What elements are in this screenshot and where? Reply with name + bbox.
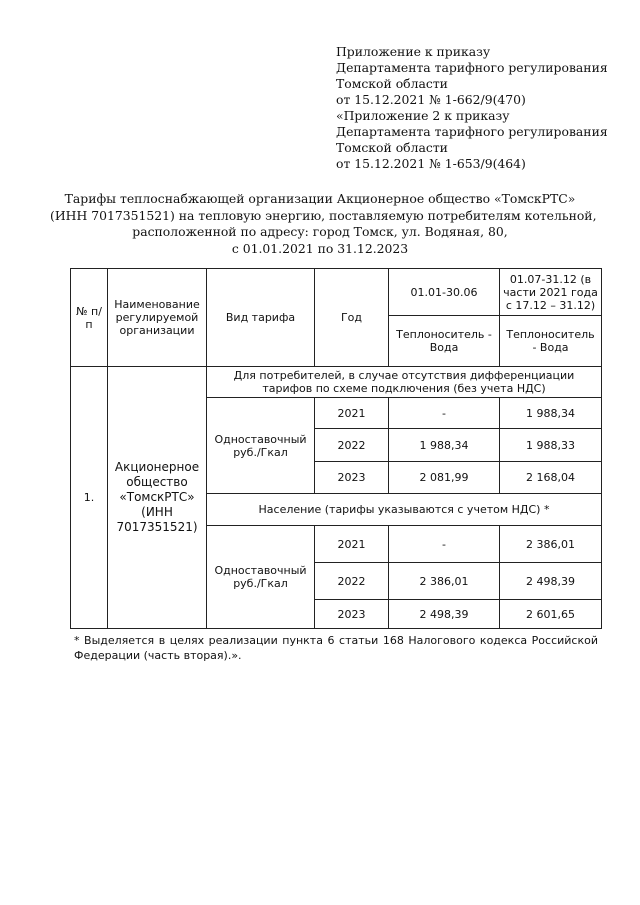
value-cell: 2 386,01 [500,526,602,563]
value-cell: 2 386,01 [389,563,500,600]
year-cell: 2021 [315,398,389,429]
appendix-line: Приложение к приказу [336,44,491,59]
tariff-type-cell: Одноставочный руб./Гкал [207,398,315,494]
value-cell: - [389,526,500,563]
title-line: (ИНН 7017351521) на тепловую энергию, поставляемую потребителям котельной, [50,207,597,223]
tariff-type-cell: Одноставочный руб./Гкал [207,526,315,629]
value-cell: 1 988,34 [500,398,602,429]
appendix-block [336,44,626,172]
header-tariff-type: Вид тарифа [207,269,315,367]
appendix-line: от 15.12.2021 № 1-653/9(464) [336,156,526,171]
tariff-table [70,268,602,629]
value-cell: 2 168,04 [500,462,602,494]
header-num: № п/п [71,269,108,367]
value-cell: 2 498,39 [389,600,500,629]
header-carrier-1: Теплоноситель - Вода [389,316,500,367]
year-cell: 2022 [315,563,389,600]
footnote: * Выделяется в целях реализации пункта 6 статьи 168 Налогового кодекса Российской Федерации (часть вторая).». [74,634,598,662]
header-carrier-2: Теплоноситель - Вода [500,316,602,367]
header-period-2: 01.07-31.12 (в части 2021 года с 17.12 – 31.12) [500,269,602,316]
value-cell: 1 988,33 [500,429,602,462]
appendix-line: Департамента тарифного регулирования [336,124,608,139]
header-year: Год [315,269,389,367]
appendix-line: от 15.12.2021 № 1-662/9(470) [336,92,526,107]
value-cell: 2 498,39 [500,563,602,600]
org-name: Акционерное общество «ТомскРТС» (ИНН 7017351521) [108,367,207,629]
year-cell: 2022 [315,429,389,462]
section-heading: Население (тарифы указываются с учетом НДС) * [207,494,602,526]
year-cell: 2023 [315,600,389,629]
value-cell: - [389,398,500,429]
value-cell: 1 988,34 [389,429,500,462]
document-title [50,191,597,257]
year-cell: 2021 [315,526,389,563]
title-line: с 01.01.2021 по 31.12.2023 [231,240,409,256]
section-heading: Для потребителей, в случае отсутствия дифференциации тарифов по схеме подключения (без учета НДС) [207,367,602,398]
year-cell: 2023 [315,462,389,494]
header-period-1: 01.01-30.06 [389,269,500,316]
value-cell: 2 081,99 [389,462,500,494]
value-cell: 2 601,65 [500,600,602,629]
title-line: Тарифы теплоснабжающей организации Акционерное общество «ТомскРТС» [64,191,576,206]
appendix-line: Департамента тарифного регулирования [336,60,608,75]
title-line: расположенной по адресу: город Томск, ул. Водяная, 80, [132,224,508,239]
appendix-line: «Приложение 2 к приказу [336,108,510,123]
header-org: Наименование регулируемой организации [108,269,207,367]
row-number: 1. [71,367,108,629]
appendix-line: Томской области [336,140,448,155]
appendix-line: Томской области [336,76,448,91]
